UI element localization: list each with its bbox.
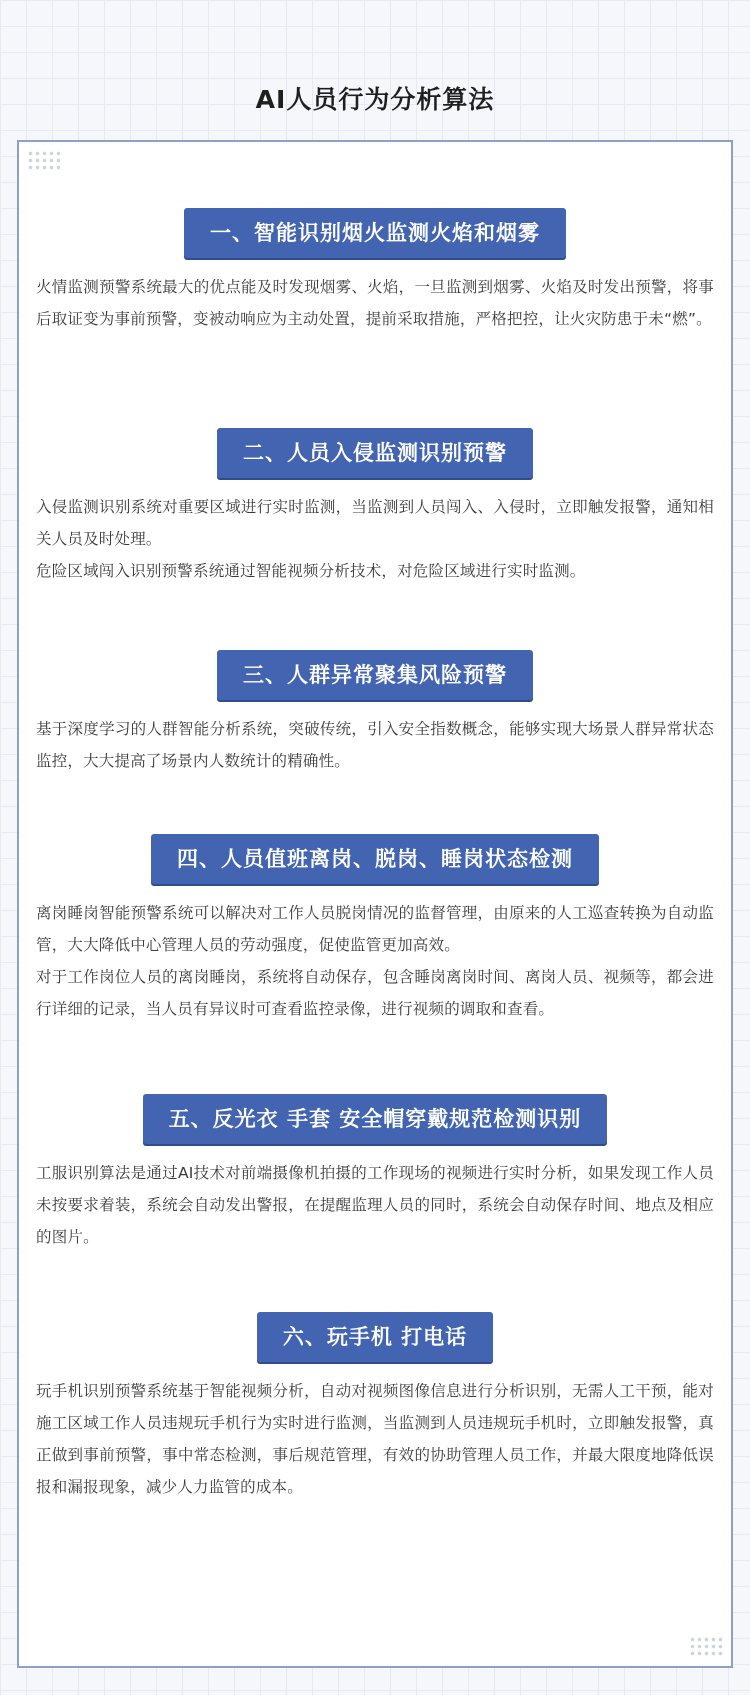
section-paragraph: 危险区域闯入识别预警系统通过智能视频分析技术，对危险区域进行实时监测。 <box>36 562 586 580</box>
section-paragraph: 工服识别算法是通过AI技术对前端摄像机拍摄的工作现场的视频进行实时分析，如果发现工作人员未按要求着装，系统会自动发出警报，在提醒监理人员的同时，系统会自动保存时间、地点及相应的图片。 <box>36 1164 714 1246</box>
section-paragraph: 对于工作岗位人员的离岗睡岗，系统将自动保存，包含睡岗离岗时间、离岗人员、视频等，都会进行详细的记录，当人员有异议时可查看监控录像，进行视频的调取和查看。 <box>36 968 714 1018</box>
section-ppe-detection <box>19 1094 731 1253</box>
section-paragraph: 玩手机识别预警系统基于智能视频分析，自动对视频图像信息进行分析识别，无需人工干预，能对施工区域工作人员违规玩手机行为实时进行监测，当监测到人员违规玩手机时，立即触发报警，真正做到事前预警，事中常态检测，事后规范管理，有效的协助管理人员工作，并最大限度地降低误报和漏报现象，减少人力监管的成本。 <box>36 1382 714 1496</box>
section-paragraph: 火情监测预警系统最大的优点能及时发现烟雾、火焰，一旦监测到烟雾、火焰及时发出预警，将事后取证变为事前预警，变被动响应为主动处置，提前采取措施，严格把控，让火灾防患于未“燃”。 <box>36 278 714 328</box>
section-title: 二、人员入侵监测识别预警 <box>217 428 533 478</box>
section-duty-status <box>19 834 731 1025</box>
section-title: 三、人群异常聚集风险预警 <box>217 650 533 700</box>
section-title: 一、智能识别烟火监测火焰和烟雾 <box>184 208 566 258</box>
section-paragraph: 基于深度学习的人群智能分析系统，突破传统，引入安全指数概念，能够实现大场景人群异常状态监控，大大提高了场景内人数统计的精确性。 <box>36 720 714 770</box>
section-phone-use <box>19 1312 731 1503</box>
section-intrusion <box>19 428 731 587</box>
content-card <box>17 140 733 1668</box>
section-crowd <box>19 650 731 777</box>
section-title: 五、反光衣 手套 安全帽穿戴规范检测识别 <box>143 1094 608 1144</box>
section-paragraph: 入侵监测识别系统对重要区域进行实时监测，当监测到人员闯入、入侵时，立即触发报警，通知相关人员及时处理。 <box>36 498 714 548</box>
dots-decoration-icon <box>689 1636 723 1658</box>
page-title: AI人员行为分析算法 <box>255 85 495 114</box>
section-paragraph: 离岗睡岗智能预警系统可以解决对工作人员脱岗情况的监督管理，由原来的人工巡查转换为自动监管，大大降低中心管理人员的劳动强度，促使监管更加高效。 <box>36 904 714 954</box>
section-title: 六、玩手机 打电话 <box>257 1312 493 1362</box>
dots-decoration-icon <box>27 150 61 172</box>
section-title: 四、人员值班离岗、脱岗、睡岗状态检测 <box>151 834 599 884</box>
section-fire-smoke <box>19 208 731 335</box>
